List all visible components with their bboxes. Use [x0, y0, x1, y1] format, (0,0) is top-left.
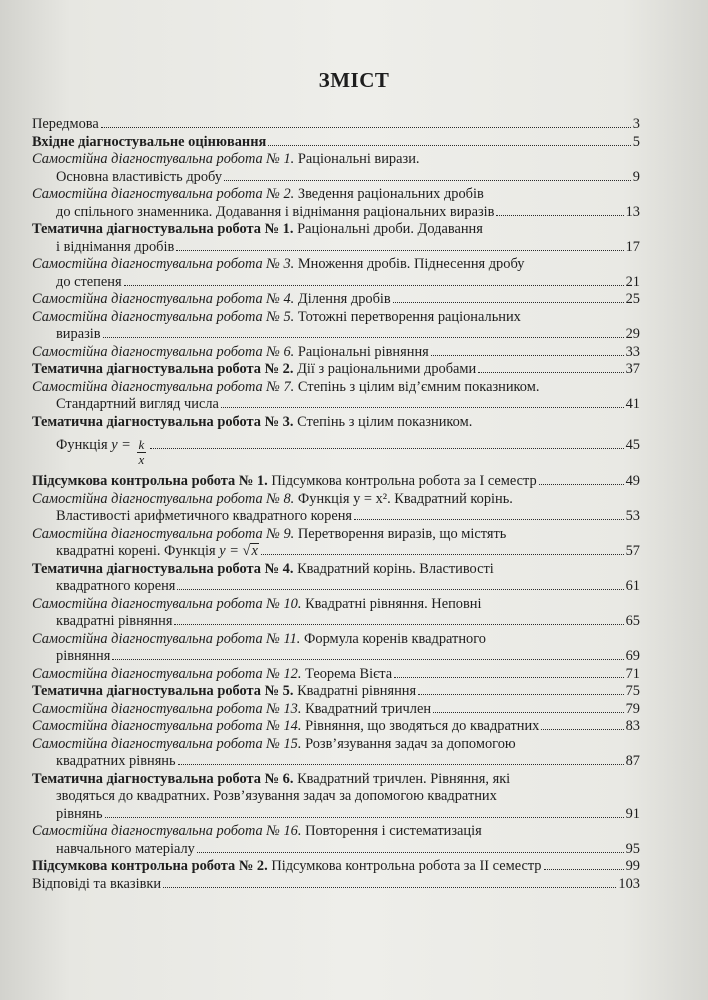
toc-entry	[32, 414, 640, 474]
entry-label: Тематична діагностувальна робота № 4.	[32, 560, 294, 577]
entry-text: Тотожні перетворення раціональних	[297, 308, 521, 325]
dot-leader	[197, 852, 624, 853]
sqrt-icon: √	[242, 543, 251, 559]
page-number: 79	[625, 700, 640, 717]
entry-continuation: Функція	[56, 437, 108, 453]
dot-leader	[268, 145, 631, 146]
toc-entry	[32, 116, 640, 134]
entry-text: Повторення і систематизація	[305, 823, 482, 839]
page-number: 9	[632, 168, 640, 185]
dot-leader	[496, 215, 623, 216]
entry-label: Тематична діагностувальна робота № 5.	[32, 683, 294, 699]
dot-leader	[163, 887, 616, 888]
dot-leader	[101, 127, 631, 128]
dot-leader	[544, 869, 624, 870]
page-number: 45	[625, 437, 640, 453]
entry-text: Відповіді та вказівки	[32, 875, 162, 892]
entry-label: Самостійна діагностувальна робота № 4.	[32, 291, 295, 307]
page-number: 95	[625, 840, 640, 857]
page-number: 53	[625, 508, 640, 524]
page-number: 103	[618, 875, 640, 892]
entry-label: Самостійна діагностувальна робота № 7.	[32, 378, 295, 395]
page-number: 37	[625, 361, 640, 377]
entry-text: Квадратні рівняння. Неповні	[305, 595, 482, 612]
entry-text: Передмова	[32, 116, 99, 132]
entry-label: Самостійна діагностувальна робота № 2.	[32, 186, 295, 202]
page-number: 75	[625, 683, 640, 699]
page-number: 61	[625, 578, 640, 594]
page-number: 83	[625, 718, 640, 734]
entry-label: Тематична діагностувальна робота № 6.	[32, 770, 294, 787]
dot-leader	[541, 729, 623, 730]
dot-leader	[124, 285, 624, 286]
entry-text: Рівняння, що зводяться до квадратних	[305, 718, 540, 734]
dot-leader	[354, 519, 624, 520]
dot-leader	[177, 589, 623, 590]
entry-label: Тематична діагностувальна робота № 2.	[32, 361, 294, 377]
entry-text: Теорема Вієта	[305, 665, 393, 682]
entry-text: Раціональні вирази.	[297, 151, 420, 167]
toc-entry	[32, 344, 640, 362]
dot-leader	[174, 624, 623, 625]
entry-continuation: квадратні рівняння	[56, 613, 173, 629]
table-of-contents	[32, 116, 640, 893]
toc-entry	[32, 186, 640, 221]
page-number: 21	[625, 273, 640, 290]
entry-text: Розв’язування задач за допомогою	[305, 735, 516, 752]
toc-entry	[32, 291, 640, 309]
dot-leader	[418, 694, 624, 695]
dot-leader	[103, 337, 624, 338]
entry-text: Раціональні дроби. Додавання	[297, 221, 483, 237]
page-number: 99	[625, 858, 640, 874]
entry-label: Тематична діагностувальна робота № 1.	[32, 221, 294, 237]
toc-entry	[32, 491, 640, 526]
toc-entry	[32, 701, 640, 719]
page-number: 17	[625, 238, 640, 255]
dot-leader	[431, 355, 624, 356]
entry-label: Самостійна діагностувальна робота № 10.	[32, 595, 302, 612]
dot-leader	[433, 712, 624, 713]
entry-continuation: Стандартний вигляд числа	[56, 396, 219, 412]
entry-text: Функція y = x². Квадратний корінь.	[297, 490, 513, 507]
page-number: 49	[625, 473, 640, 489]
entry-text: Множення дробів. Піднесення дробу	[297, 256, 525, 272]
entry-text: Степінь з цілим від’ємним показником.	[297, 378, 540, 395]
entry-label: Підсумкова контрольна робота № 1.	[32, 473, 268, 489]
toc-entry	[32, 361, 640, 379]
page-number: 91	[625, 805, 640, 822]
page-number: 29	[625, 326, 640, 342]
toc-entry	[32, 823, 640, 858]
entry-continuation: Властивості арифметичного квадратного кореня	[56, 508, 353, 524]
fraction	[137, 438, 147, 467]
page-number: 69	[625, 648, 640, 664]
toc-entry	[32, 134, 640, 152]
page-number: 65	[625, 613, 640, 629]
toc-entry	[32, 631, 640, 666]
toc-entry	[32, 876, 640, 894]
dot-leader	[105, 817, 624, 818]
toc-entry	[32, 309, 640, 344]
entry-label: Самостійна діагностувальна робота № 13.	[32, 700, 302, 717]
entry-text: Квадратний тричлен	[305, 700, 432, 717]
entry-label: Самостійна діагностувальна робота № 16.	[32, 823, 302, 839]
entry-continuation: рівняння	[56, 648, 111, 664]
dot-leader	[261, 554, 624, 555]
entry-label: Самостійна діагностувальна робота № 1.	[32, 151, 295, 167]
dot-leader	[539, 484, 624, 485]
entry-continuation: Основна властивість дробу	[56, 168, 223, 185]
toc-entry	[32, 473, 640, 491]
entry-continuation: зводяться до квадратних. Розв’язування задач за допомогою квадратних	[56, 788, 497, 804]
dot-leader	[221, 407, 624, 408]
entry-label: Самостійна діагностувальна робота № 15.	[32, 735, 302, 752]
entry-text: Формула коренів квадратного	[304, 630, 486, 647]
page-number: 41	[625, 396, 640, 412]
dot-leader	[393, 302, 624, 303]
page-number: 71	[625, 665, 640, 682]
dot-leader	[224, 180, 631, 181]
toc-entry	[32, 718, 640, 736]
entry-text: Раціональні рівняння	[297, 343, 429, 360]
entry-text: Перетворення виразів, що містять	[297, 525, 507, 542]
page-number: 57	[625, 543, 640, 559]
toc-entry	[32, 256, 640, 291]
entry-label: Самостійна діагностувальна робота № 9.	[32, 525, 295, 542]
formula-lhs: y =	[111, 437, 131, 453]
dot-leader	[112, 659, 623, 660]
page-number: 13	[625, 203, 640, 220]
page-number: 25	[625, 291, 640, 307]
entry-continuation: до спільного знаменника. Додавання і віднімання раціональних виразів	[56, 203, 495, 220]
entry-label: Самостійна діагностувальна робота № 14.	[32, 718, 302, 734]
page-number: 33	[625, 343, 640, 360]
toc-entry	[32, 379, 640, 414]
entry-text: Квадратні рівняння	[297, 683, 417, 699]
entry-continuation: виразів	[56, 326, 101, 342]
dot-leader	[478, 372, 623, 373]
dot-leader	[150, 448, 623, 449]
dot-leader	[394, 677, 624, 678]
entry-continuation: квадратного кореня	[56, 578, 176, 594]
toc-entry	[32, 666, 640, 684]
entry-continuation: квадратних рівнянь	[56, 753, 176, 769]
entry-text: Квадратний тричлен. Рівняння, які	[297, 770, 511, 787]
entry-text: Степінь з цілим показником.	[297, 413, 473, 430]
entry-label: Самостійна діагностувальна робота № 12.	[32, 665, 302, 682]
entry-label: Самостійна діагностувальна робота № 5.	[32, 308, 295, 325]
formula-lhs: y =	[219, 543, 239, 559]
toc-entry	[32, 858, 640, 876]
toc-entry	[32, 683, 640, 701]
entry-continuation: до степеня	[56, 273, 122, 290]
entry-continuation: рівнянь	[56, 805, 103, 822]
toc-entry	[32, 221, 640, 256]
entry-text: Вхідне діагностувальне оцінювання	[32, 133, 267, 150]
entry-text: Дії з раціональними дробами	[297, 361, 477, 377]
dot-leader	[178, 764, 624, 765]
fraction-denominator: x	[138, 452, 145, 467]
toc-entry	[32, 526, 640, 561]
dot-leader	[176, 250, 623, 251]
page-number: 3	[632, 116, 640, 132]
entry-label: Самостійна діагностувальна робота № 3.	[32, 256, 295, 272]
entry-text: Квадратний корінь. Властивості	[297, 560, 494, 577]
entry-continuation: і віднімання дробів	[56, 238, 175, 255]
page-number: 5	[632, 133, 640, 150]
entry-continuation: квадратні корені. Функція	[56, 543, 216, 559]
entry-text: Підсумкова контрольна робота за ІІ семестр	[271, 858, 542, 874]
entry-text: Підсумкова контрольна робота за І семестр	[271, 473, 537, 489]
entry-label: Підсумкова контрольна робота № 2.	[32, 858, 268, 874]
toc-entry	[32, 771, 640, 824]
page-number: 87	[625, 753, 640, 769]
sqrt-argument: x	[251, 543, 258, 559]
toc-entry	[32, 736, 640, 771]
toc-entry	[32, 561, 640, 596]
entry-text: Ділення дробів	[297, 291, 391, 307]
entry-label: Самостійна діагностувальна робота № 11.	[32, 630, 301, 647]
entry-continuation: навчального матеріалу	[56, 840, 195, 857]
toc-entry	[32, 596, 640, 631]
entry-text: Зведення раціональних дробів	[297, 186, 484, 202]
entry-label: Самостійна діагностувальна робота № 6.	[32, 343, 295, 360]
toc-entry	[32, 151, 640, 186]
entry-label: Тематична діагностувальна робота № 3.	[32, 413, 294, 430]
entry-label: Самостійна діагностувальна робота № 8.	[32, 490, 295, 507]
fraction-numerator: k	[138, 437, 145, 452]
page-title: ЗМІСТ	[318, 68, 390, 92]
